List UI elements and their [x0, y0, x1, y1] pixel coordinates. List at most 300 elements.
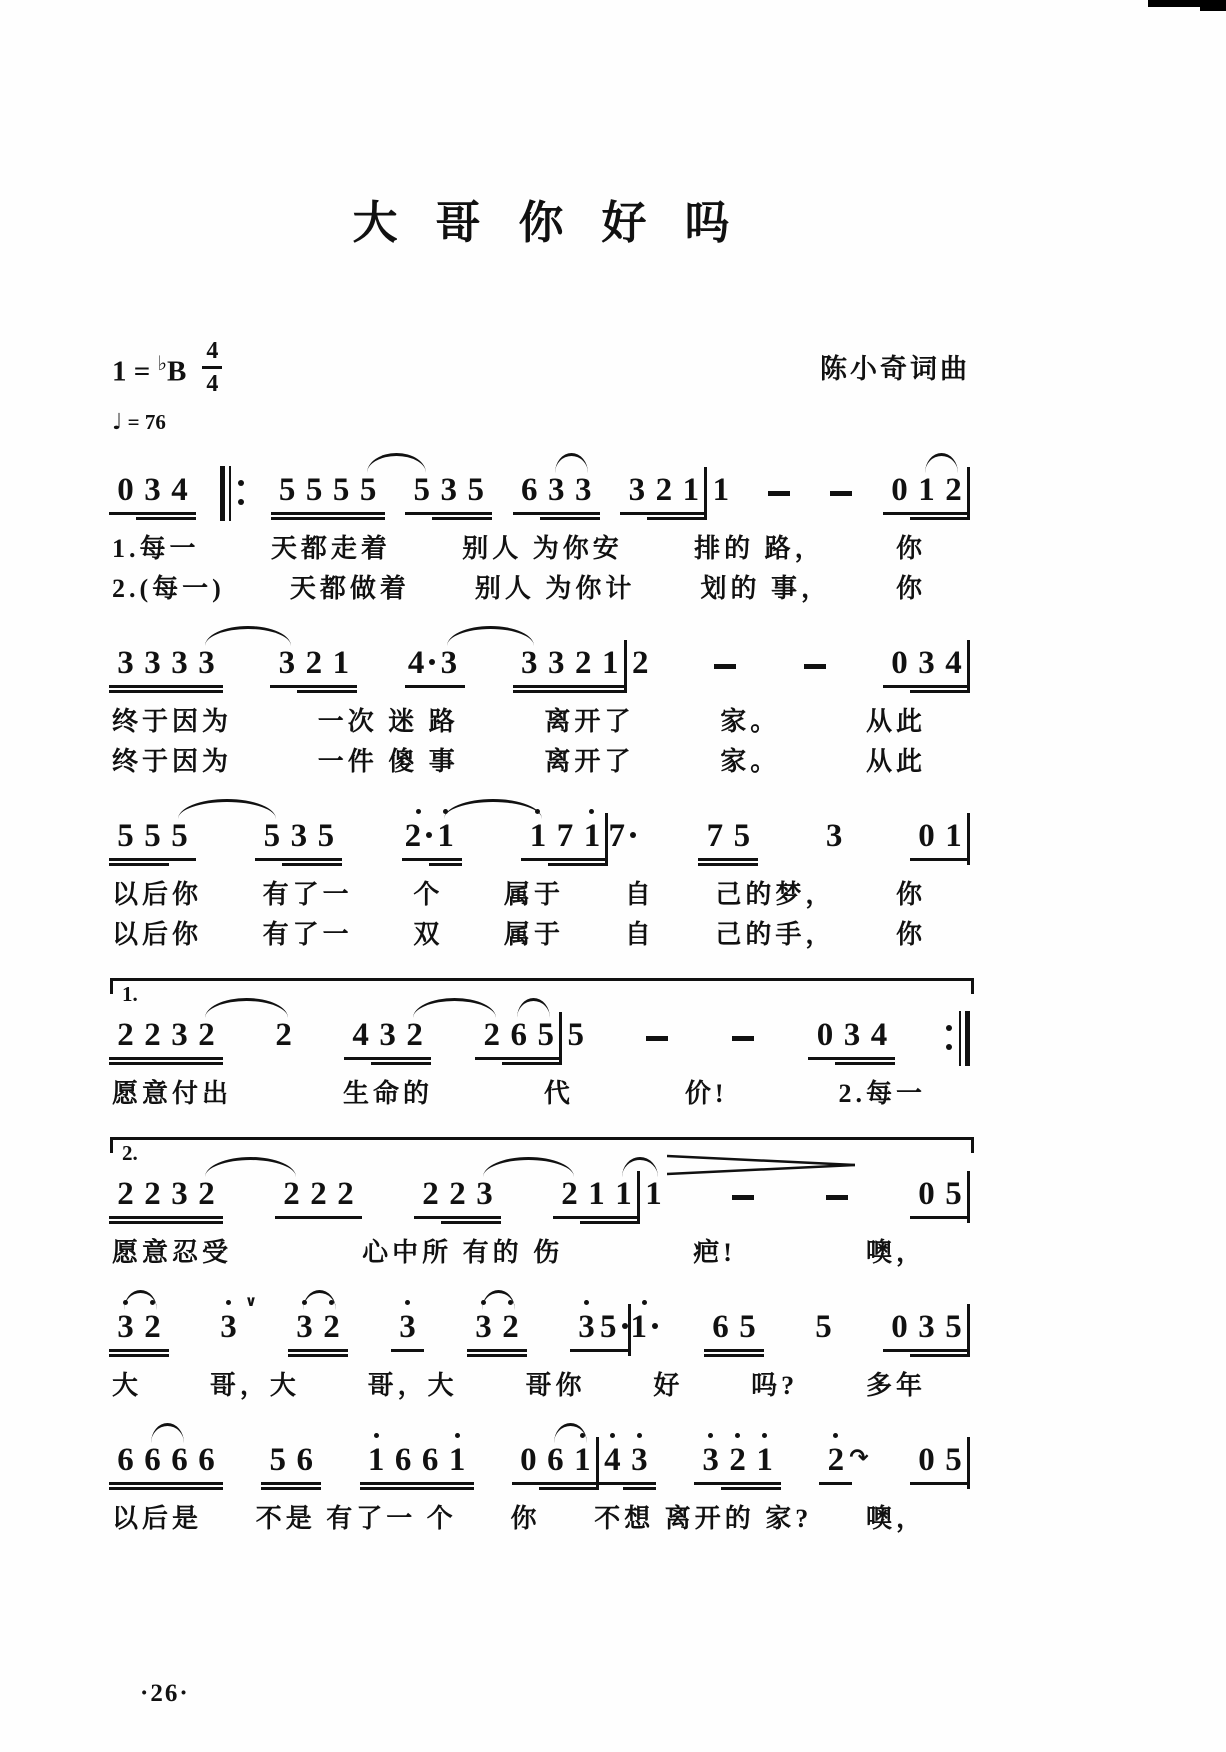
- note-digit: 2: [575, 645, 592, 681]
- beam-line: [136, 863, 169, 866]
- note-token: [139, 632, 166, 700]
- note-token: [139, 459, 166, 527]
- note-token: [551, 805, 578, 873]
- beam-lines: [112, 1479, 139, 1497]
- beam-line: [441, 1482, 474, 1485]
- lyric-row: [112, 531, 970, 567]
- beam-line: [607, 1221, 640, 1224]
- beam-line: [674, 517, 707, 520]
- beam-line: [674, 512, 707, 515]
- note-token: [810, 1296, 837, 1364]
- note-token: [166, 632, 193, 700]
- note-digit: 3: [278, 645, 296, 681]
- note-digit: 3: [379, 1017, 396, 1053]
- beam-lines: [139, 1346, 166, 1364]
- beam-lines: [913, 1213, 940, 1231]
- beam-lines: [327, 682, 354, 700]
- note-digit: 5: [945, 1176, 962, 1212]
- note-digit: 6: [712, 1309, 729, 1345]
- beam-line: [288, 1487, 321, 1490]
- lyric-row: [112, 744, 970, 780]
- beam-lines: [139, 1479, 166, 1497]
- beam-line: [494, 1349, 527, 1352]
- lyric-segment: 你: [896, 534, 927, 563]
- note-token: [940, 805, 967, 873]
- music-system: [112, 1429, 970, 1537]
- beam-lines: [139, 682, 166, 700]
- lyric-segment: 家。: [720, 747, 781, 776]
- beam-lines: [542, 1479, 569, 1497]
- note-digit: 4: [604, 1442, 621, 1478]
- beam-line: [398, 1057, 431, 1060]
- beam-lines: [640, 1213, 667, 1231]
- beam-lines: [697, 1479, 724, 1497]
- beam-line: [566, 1487, 599, 1490]
- note-digit: 6: [144, 1442, 161, 1478]
- beam-lines: [707, 509, 734, 527]
- note-digit: 2: [144, 1017, 161, 1053]
- music-score: [112, 459, 970, 1537]
- note-token: [627, 632, 654, 700]
- note-digit: 3: [918, 645, 935, 681]
- octave-dot-row: [637, 1429, 642, 1441]
- beam-lines: [610, 1213, 637, 1231]
- note-token: [886, 1296, 913, 1364]
- note-digit: 7: [608, 817, 636, 855]
- beam-line: [567, 517, 600, 520]
- lyric-row: [112, 1235, 970, 1271]
- octave-dot-row: [584, 1296, 589, 1308]
- beam-line: [937, 1216, 970, 1219]
- note-digit: 2: [422, 1176, 439, 1212]
- lyric-segment: 有了一: [262, 880, 353, 909]
- octave-dot: [405, 1300, 410, 1305]
- lyric-row: [112, 917, 970, 953]
- barline: [967, 1429, 970, 1497]
- beam-lines: [570, 509, 597, 527]
- note-digit: 5: [739, 1309, 756, 1345]
- note-digit: 6: [394, 1442, 412, 1478]
- beam-lines: [556, 1213, 583, 1231]
- beam-lines: [913, 1479, 940, 1497]
- note-digit: 1: [615, 1176, 632, 1212]
- lyric-segment: 别人 为你计: [474, 574, 636, 603]
- note-digit: 2: [117, 1017, 134, 1053]
- hairpin-decrescendo: [667, 1153, 855, 1179]
- note-token: [886, 459, 913, 527]
- note-token: [734, 1296, 761, 1364]
- octave-dot: [610, 1433, 615, 1438]
- note-token: [417, 1429, 444, 1497]
- beam-lines: [940, 855, 967, 873]
- note-token: [822, 1429, 849, 1497]
- lyric-segment: 有了一: [262, 920, 353, 949]
- time-signature-top: 4: [202, 339, 222, 369]
- note-token: [394, 1296, 421, 1364]
- octave-dot-row: [589, 805, 594, 817]
- beam-lines: [543, 509, 570, 527]
- beam-lines: [462, 509, 489, 527]
- note-digit: 1: [332, 645, 350, 681]
- note-digit: 1: [448, 1442, 466, 1478]
- beam-lines: [913, 1346, 940, 1364]
- octave-dot: [584, 1300, 589, 1305]
- beam-line: [731, 1349, 764, 1352]
- beam-line: [190, 1487, 223, 1490]
- note-digit: 2: [305, 645, 323, 681]
- note-token: [600, 1296, 628, 1364]
- beam-line: [597, 1349, 631, 1352]
- lyric-segment: 愿意付出: [112, 1079, 233, 1108]
- beam-line: [529, 1057, 562, 1060]
- slur-arc: [178, 799, 276, 819]
- note-digit: 1: [583, 818, 601, 854]
- beam-line: [136, 1354, 169, 1357]
- notes-row: [112, 459, 970, 527]
- note-digit: 2: [406, 1017, 423, 1053]
- slur-arc: [367, 453, 426, 473]
- note-token: [811, 1004, 838, 1072]
- beam-lines: [401, 1054, 428, 1072]
- beam-lines: [677, 509, 704, 527]
- beam-line: [567, 512, 600, 515]
- lyric-segment: 疤!: [693, 1238, 736, 1267]
- beam-lines: [865, 1054, 892, 1072]
- beam-lines: [285, 855, 312, 873]
- beam-line: [575, 863, 608, 866]
- repeat-begin-sign: [220, 459, 248, 527]
- beam-line: [937, 1349, 970, 1352]
- note-token: [193, 1429, 220, 1497]
- volta-label: 2.: [122, 1141, 138, 1165]
- beam-line: [429, 858, 462, 861]
- note-digit: 3: [117, 1309, 134, 1345]
- beam-line: [862, 1062, 895, 1065]
- lyric-segment: 多年: [865, 1371, 926, 1400]
- note-digit: 4: [171, 472, 188, 508]
- lyric-segment: 终于因为: [112, 707, 233, 736]
- music-system: [112, 978, 970, 1112]
- note-token: [417, 1163, 444, 1231]
- note-token: [112, 459, 139, 527]
- beam-line: [594, 690, 627, 693]
- note-digit: 3: [476, 1176, 493, 1212]
- beam-lines: [578, 855, 605, 873]
- note-token: [940, 1163, 967, 1231]
- beam-lines: [408, 509, 435, 527]
- note-digit: 3: [548, 472, 565, 508]
- beam-lines: [139, 1054, 166, 1072]
- note-digit: 5: [945, 1309, 962, 1345]
- lyric-segment: 自: [624, 920, 655, 949]
- beam-lines: [562, 1054, 589, 1072]
- lyric-row: [112, 1368, 970, 1404]
- notes-row: [112, 1163, 970, 1231]
- beam-line: [315, 1354, 348, 1357]
- note-token: [516, 459, 543, 527]
- beam-lines: [273, 682, 300, 700]
- lyric-segment: 一次 迷 路: [317, 707, 459, 736]
- beam-line: [190, 1057, 223, 1060]
- beam-line: [623, 1487, 656, 1490]
- note-token: [707, 1296, 734, 1364]
- beam-lines: [913, 855, 940, 873]
- barline: [967, 805, 970, 873]
- beam-lines: [569, 1479, 596, 1497]
- lyric-segment: 生命的: [342, 1079, 433, 1108]
- lyric-segment: 从此: [866, 747, 927, 776]
- note-digit: 3: [220, 1309, 237, 1345]
- lyric-segment: 好: [653, 1371, 684, 1400]
- beam-line: [748, 1482, 781, 1485]
- beam-lines: [811, 1054, 838, 1072]
- beam-lines: [623, 509, 650, 527]
- note-token: [913, 1296, 940, 1364]
- note-digit: 0: [918, 1442, 935, 1478]
- note-digit: 0: [918, 818, 935, 854]
- beam-line: [623, 1482, 656, 1485]
- note-digit: 2: [449, 1176, 466, 1212]
- note-digit: 2: [198, 1176, 215, 1212]
- beam-line: [429, 863, 462, 866]
- note-token: [274, 459, 301, 527]
- flat-icon: ♭: [157, 350, 167, 375]
- note-token: [139, 1163, 166, 1231]
- beam-line: [309, 863, 342, 866]
- note-digit: 4: [870, 1017, 888, 1053]
- sustain-dash: [823, 459, 859, 527]
- note-digit: 6: [421, 1442, 439, 1478]
- beam-lines: [417, 1479, 444, 1497]
- beam-lines: [435, 509, 462, 527]
- lyric-segment: 不想 离开的 家?: [594, 1504, 813, 1533]
- beam-lines: [300, 682, 327, 700]
- beam-line: [190, 690, 223, 693]
- note-token: [608, 805, 636, 873]
- lyric-segment: 属于: [504, 880, 565, 909]
- slur-arc: [124, 1290, 157, 1310]
- note-digit: 0: [891, 472, 908, 508]
- beam-line: [315, 1349, 348, 1352]
- note-token: [462, 459, 489, 527]
- beam-line: [468, 1221, 501, 1224]
- note-token: [112, 1429, 139, 1497]
- beam-lines: [139, 1213, 166, 1231]
- note-token: [139, 805, 166, 873]
- sustain-dash: [761, 459, 797, 527]
- note-digit: 6: [521, 472, 538, 508]
- time-signature-bottom: 4: [206, 371, 219, 397]
- lyric-segment: 终于因为: [112, 747, 233, 776]
- note-token: [597, 632, 624, 700]
- beam-lines: [405, 855, 433, 873]
- beam-line: [190, 1221, 223, 1224]
- beam-line: [459, 512, 492, 515]
- note-token: [332, 1163, 359, 1231]
- beam-line: [725, 863, 758, 866]
- beam-lines: [408, 682, 436, 700]
- repeat-end-sign: [943, 1004, 971, 1072]
- octave-dot: [708, 1433, 713, 1438]
- octave-dot-row: [226, 1296, 231, 1308]
- barline: [967, 1163, 970, 1231]
- beam-line: [937, 858, 970, 861]
- octave-dot-row: [610, 1429, 615, 1441]
- lyric-segment: 从此: [866, 707, 927, 736]
- lyric-segment: 愿意忍受: [112, 1238, 233, 1267]
- note-digit: 1: [712, 472, 730, 508]
- beam-lines: [599, 1479, 626, 1497]
- note-digit: 5: [278, 472, 296, 508]
- note-token: [701, 805, 728, 873]
- lyric-segment: 2.(每一): [112, 574, 225, 603]
- volta-label: 1.: [122, 982, 138, 1006]
- beam-lines: [822, 1479, 849, 1497]
- note-token: [599, 1429, 626, 1497]
- beam-lines: [332, 1213, 359, 1231]
- beam-lines: [551, 855, 578, 873]
- lyric-segment: 哥，大: [209, 1371, 300, 1400]
- song-title: 大哥你好吗: [352, 198, 768, 248]
- note-digit: 2: [945, 472, 962, 508]
- beam-lines: [631, 1346, 659, 1364]
- beam-lines: [374, 1054, 401, 1072]
- note-digit: 7: [706, 818, 724, 854]
- note-digit: 3: [918, 1309, 935, 1345]
- note-token: [578, 805, 605, 873]
- beam-line: [163, 512, 196, 515]
- lyric-segment: 哥，大: [367, 1371, 458, 1400]
- beam-line: [575, 858, 608, 861]
- beam-lines: [166, 1054, 193, 1072]
- beam-lines: [516, 509, 543, 527]
- slur-arc: [303, 1290, 336, 1310]
- note-token: [363, 1429, 390, 1497]
- beam-lines: [258, 855, 285, 873]
- beam-lines: [573, 1346, 600, 1364]
- note-digit: 3: [575, 472, 592, 508]
- beam-line: [607, 1216, 640, 1219]
- beam-line: [731, 1354, 764, 1357]
- beam-line: [190, 1482, 223, 1485]
- note-digit: 5: [815, 1309, 832, 1345]
- tempo-marking: [112, 410, 970, 435]
- beam-line: [352, 517, 385, 520]
- notes-row: [112, 1004, 970, 1072]
- note-token: [543, 632, 570, 700]
- beam-lines: [193, 682, 220, 700]
- beam-lines: [166, 855, 193, 873]
- music-system: [112, 459, 970, 607]
- beam-lines: [524, 855, 551, 873]
- note-digit: 0: [816, 1017, 834, 1053]
- note-digit: 0: [891, 645, 908, 681]
- note-token: [305, 1163, 332, 1231]
- octave-dot: [833, 1433, 838, 1438]
- volta-line: [110, 1137, 974, 1153]
- note-token: [724, 1429, 751, 1497]
- beam-lines: [291, 1346, 318, 1364]
- note-digit: 0: [891, 1309, 908, 1345]
- note-digit: 3: [578, 1309, 595, 1345]
- sustain-dash: [639, 1004, 675, 1072]
- note-digit: 7: [556, 818, 574, 854]
- note-token: [347, 1004, 374, 1072]
- beam-line: [288, 1482, 321, 1485]
- lyric-segment: 心中所 有的 伤: [362, 1238, 564, 1267]
- key-signature: [112, 338, 222, 397]
- beam-lines: [270, 1054, 297, 1072]
- note-token: [112, 1163, 139, 1231]
- note-token: [405, 805, 433, 873]
- note-token: [435, 459, 462, 527]
- lyric-segment: 哥你: [525, 1371, 586, 1400]
- note-token: [570, 632, 597, 700]
- note-digit: 0: [918, 1176, 935, 1212]
- note-digit: 2: [502, 1309, 519, 1345]
- lyric-row: [112, 571, 970, 607]
- note-digit: 0: [520, 1442, 537, 1478]
- octave-dot: [642, 1300, 647, 1305]
- augmentation-dot: [652, 1323, 658, 1329]
- beam-lines: [886, 509, 913, 527]
- note-digit: 1: [756, 1442, 773, 1478]
- lyric-segment: 一件 傻 事: [317, 747, 459, 776]
- note-token: [515, 1429, 542, 1497]
- beam-lines: [940, 1479, 967, 1497]
- octave-dot: [416, 809, 421, 814]
- volta-line: [110, 978, 974, 994]
- beam-lines: [751, 1479, 778, 1497]
- note-digit: 3: [117, 645, 134, 681]
- beam-lines: [913, 509, 940, 527]
- note-digit: 2: [275, 1017, 292, 1053]
- lyric-segment: 以后你: [112, 920, 203, 949]
- note-digit: 3: [440, 472, 457, 508]
- note-digit: 2: [337, 1176, 354, 1212]
- octave-dot-row: [455, 1429, 460, 1441]
- note-token: [631, 1296, 659, 1364]
- music-system: [112, 632, 970, 780]
- note-token: [300, 632, 327, 700]
- lyric-segment: 离开了: [544, 707, 635, 736]
- note-token: [940, 1429, 967, 1497]
- beam-lines: [516, 682, 543, 700]
- beam-lines: [940, 1213, 967, 1231]
- note-digit: 3: [628, 472, 646, 508]
- note-token: [112, 632, 139, 700]
- note-digit: 1: [588, 1176, 605, 1212]
- lyric-segment: 以后你: [112, 880, 203, 909]
- beam-line: [862, 1057, 895, 1060]
- note-digit: 5: [467, 472, 484, 508]
- music-system: [112, 805, 970, 953]
- lyric-segment: 噢，: [865, 1238, 926, 1267]
- augmentation-dot: [630, 832, 636, 838]
- octave-dot: [589, 809, 594, 814]
- beam-lines: [390, 1479, 417, 1497]
- note-digit: 3: [702, 1442, 719, 1478]
- beam-line: [190, 685, 223, 688]
- lyric-segment: 1.每一: [112, 534, 200, 563]
- note-digit: 2: [198, 1017, 215, 1053]
- note-digit: 2: [283, 1176, 300, 1212]
- beam-lines: [312, 855, 339, 873]
- note-digit: 3: [399, 1309, 416, 1345]
- note-digit: 3: [548, 645, 565, 681]
- beam-lines: [444, 1479, 471, 1497]
- note-digit: 2: [144, 1176, 161, 1212]
